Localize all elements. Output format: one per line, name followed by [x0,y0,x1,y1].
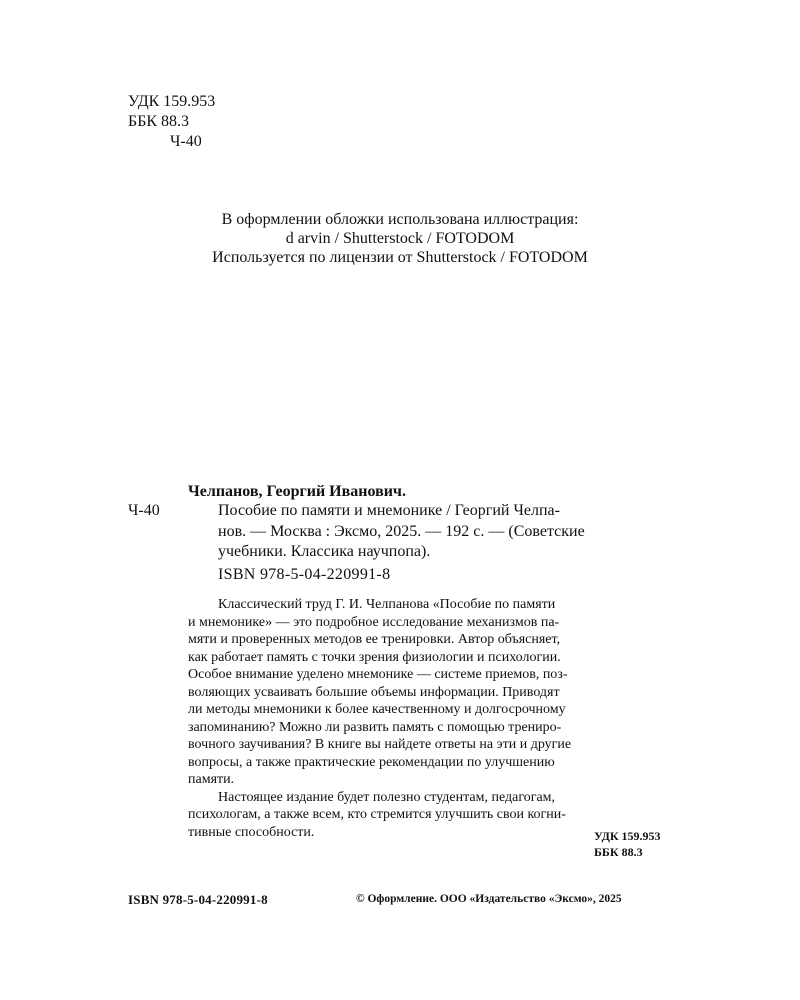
annotation-line: Настоящее издание будет полезно студентам, педагогам, [218,789,556,805]
author-mark: Ч-40 [170,133,202,150]
annotation-line: Классический труд Г. И. Челпанова «Пособие по памяти [218,597,556,612]
annotation-line: вопросы, а также практические рекомендации по улучшению [188,754,555,770]
bottom-classification-codes [594,828,661,860]
annotation-line: запоминанию? Можно ли развить память с помощью трениро- [188,719,562,735]
biblio-line: учебники. Классика научпопа). [218,543,431,560]
udk-code: УДК 159.953 [594,829,661,843]
bbk-code: ББК 88.3 [128,113,190,130]
annotation [188,596,674,841]
annotation-line: как работает память с точки зрения физиологии и психологии. [188,649,561,665]
isbn: ISBN 978-5-04-220991-8 [218,566,391,583]
classification-codes [128,92,215,152]
bbk-code: ББК 88.3 [594,845,643,859]
author-heading: Челпанов, Георгий Иванович. [188,483,406,500]
annotation-line: психологам, а также всем, кто стремится улучшить свои когни- [188,807,566,822]
annotation-line: Особое внимание уделено мнемонике — системе приемов, поз- [188,667,568,682]
annotation-line: и мнемонике» — это подробное исследование механизмов па- [188,614,560,630]
footer-isbn: ISBN 978-5-04-220991-8 [128,892,268,907]
biblio-line: нов. — Москва : Эксмо, 2025. — 192 с. — (Советские [218,522,585,540]
biblio-line: Пособие по памяти и мнемонике / Георгий Челпа- [218,502,560,519]
udk-code: УДК 159.953 [128,93,216,110]
annotation-line: тивные способности. [188,824,315,840]
annotation-line: памяти. [188,772,235,787]
annotation-line: мяти и проверенных методов ее тренировки. Автор объясняет, [188,632,561,647]
annotation-line: воляющих усваивать большие объемы информации. Приводят [188,684,560,700]
annotation-line: ли методы мнемоники к более качественному и долгосрочному [188,702,566,717]
annotation-paragraph [188,596,674,789]
cover-credit-line: В оформлении обложки использована иллюстрация: [221,211,579,228]
copyright-notice: © Оформление. ООО «Издательство «Эксмо», 2025 [356,893,622,905]
cover-credits [0,210,800,267]
bibliographic-description [218,501,585,563]
annotation-line: вочного заучивания? В книге вы найдете ответы на эти и другие [188,737,572,752]
author-mark-side: Ч-40 [128,502,160,519]
cover-credit-line: d arvin / Shutterstock / FOTODOM [285,230,515,247]
cover-credit-line: Используется по лицензии от Shutterstock / FOTODOM [212,249,588,266]
